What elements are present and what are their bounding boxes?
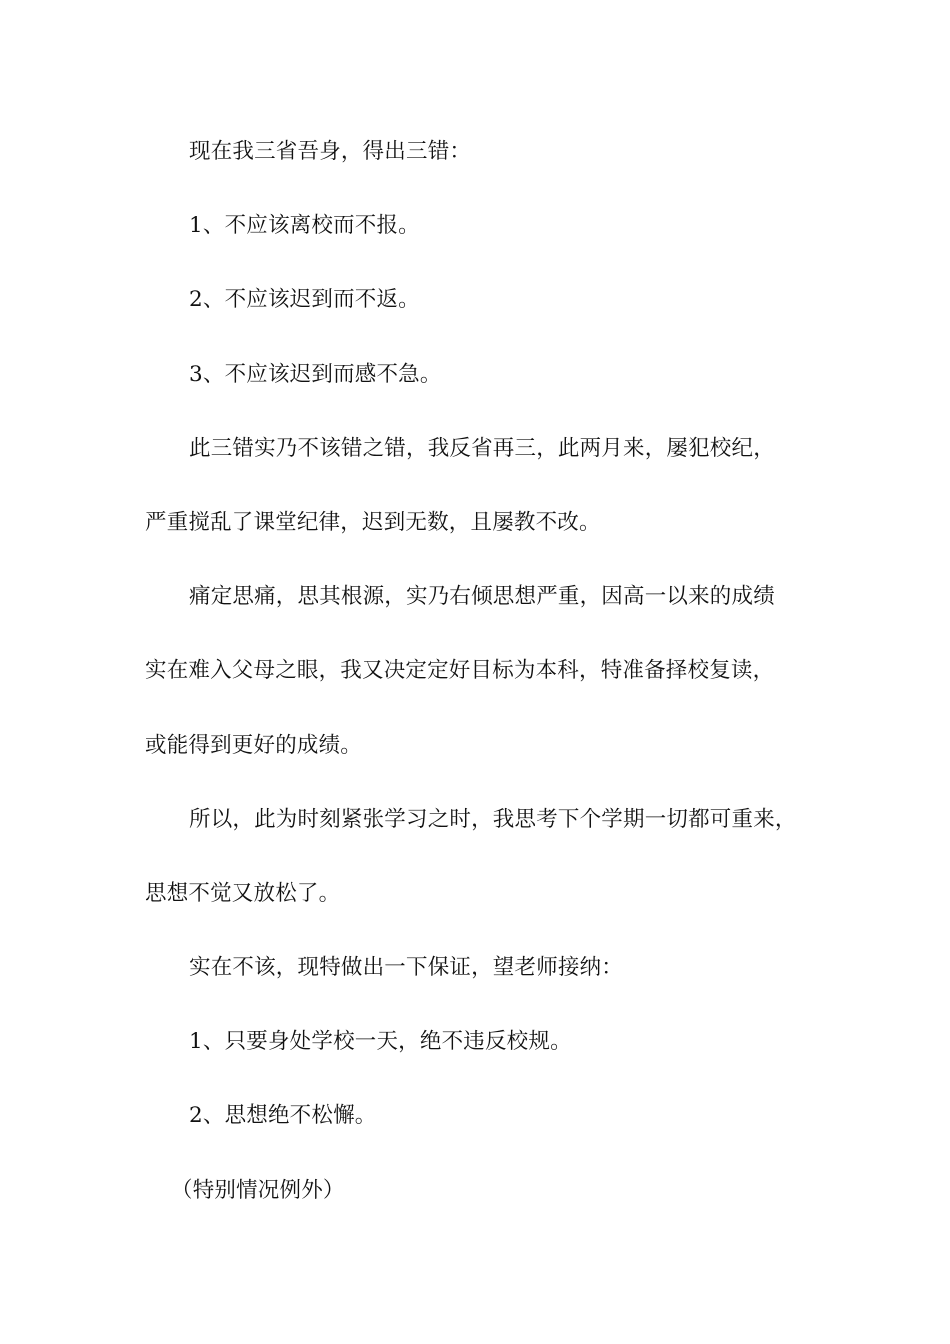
paragraph-line: 现在我三省吾身，得出三错： [189,139,472,164]
paragraph-line: 实在难入父母之眼，我又决定定好目标为本科，特准备择校复读， [145,658,775,684]
paragraph-line: 痛定思痛，思其根源，实乃右倾思想严重，因高一以来的成绩 [189,584,775,610]
paragraph-line: 此三错实乃不该错之错，我反省再三，此两月来，屡犯校纪， [189,435,775,461]
document-body [145,128,835,1241]
paragraph-line: 或能得到更好的成绩。 [145,732,363,758]
list-item: 1、只要身处学校一天，绝不违反校规。 [189,1029,572,1055]
paragraph-line: 所以，此为时刻紧张学习之时，我思考下个学期一切都可重来， [189,806,797,832]
paragraph-line: 思想不觉又放松了。 [145,880,341,906]
parenthetical-note: （特别情况例外） [171,1177,345,1203]
list-item: 3、不应该迟到而感不急。 [189,361,442,387]
paragraph-line: 严重搅乱了课堂纪律，迟到无数，且屡教不改。 [145,509,601,535]
list-item: 2、不应该迟到而不返。 [189,287,420,313]
list-item: 2、思想绝不松懈。 [189,1103,377,1129]
list-item: 1、不应该离校而不报。 [189,213,420,239]
paragraph-line: 实在不该，现特做出一下保证，望老师接纳： [189,955,624,981]
